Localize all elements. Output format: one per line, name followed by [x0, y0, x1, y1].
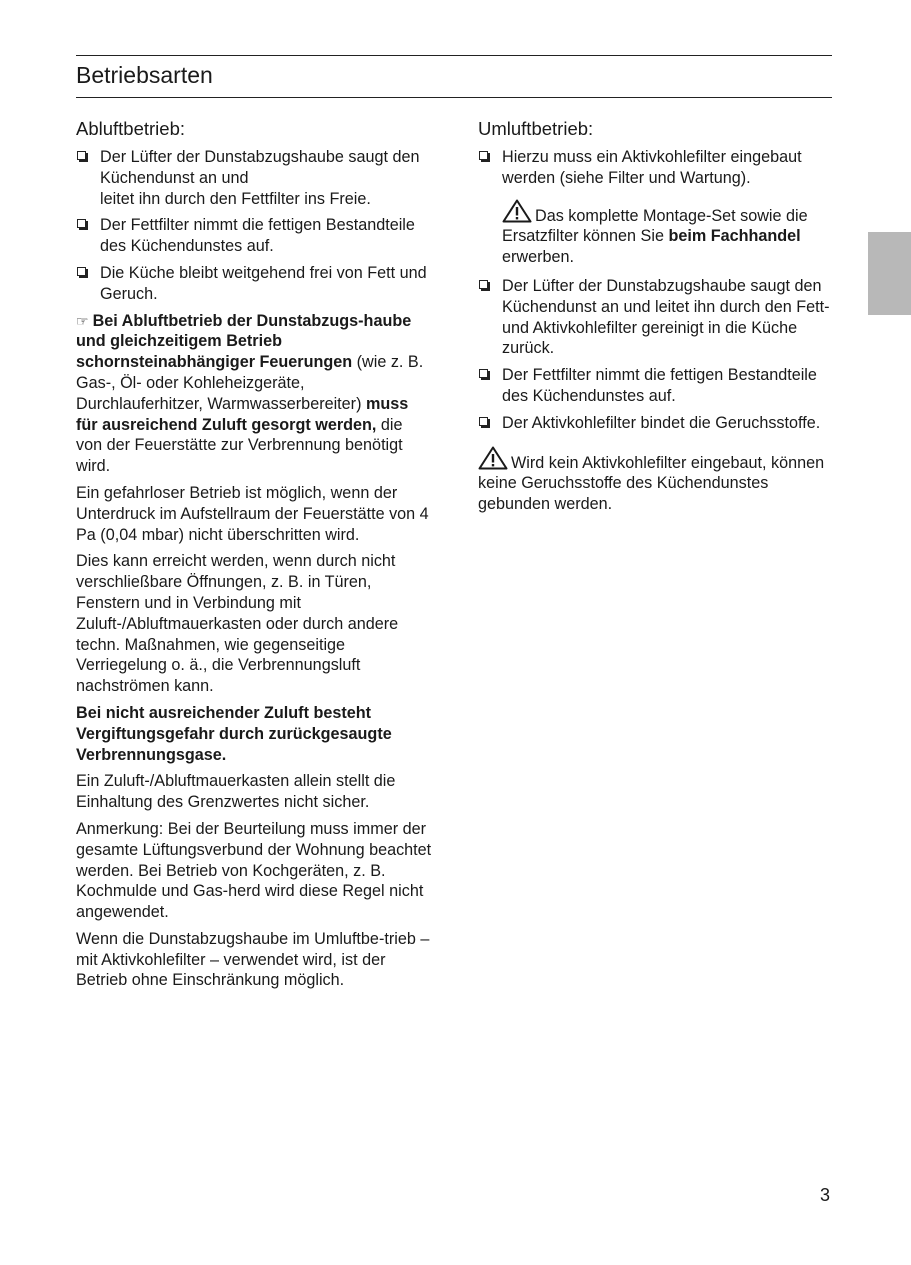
abluft-list — [76, 147, 432, 305]
list-item-text: Der Lüfter der Dunstabzugshaube saugt den Küchendunst an und leitet ihn durch den Fett- und Aktivkohlefilter gereinigt in die Küche zurück. — [502, 276, 830, 358]
list-item-text: Die Küche bleibt weitgehend frei von Fett und Geruch. — [100, 263, 427, 303]
paragraph: Wenn die Dunstabzugshaube im Umluftbe-trieb – mit Aktivkohlefilter – verwendet wird, ist der Betrieb ohne Einschränkung möglich. — [76, 929, 430, 990]
warning-text: Wird kein Aktivkohlefilter eingebaut, können keine Geruchsstoffe des Küchendunstes gebunden werden. — [478, 453, 825, 514]
warning-bold-text: Bei nicht ausreichender Zuluft besteht Vergiftungsgefahr durch zurückgesaugte Verbrennungsgase. — [76, 703, 392, 764]
warning-note-aktivkohle — [478, 446, 834, 515]
list-item-text: Der Aktivkohlefilter bindet die Geruchsstoffe. — [502, 413, 821, 432]
list-item-text: Der Lüfter der Dunstabzugshaube saugt den Küchendunst an und — [100, 148, 420, 187]
note-text-2: die von der Feuerstätte zur Verbrennung benötigt wird. — [76, 415, 403, 476]
checkbox-bullet-icon — [479, 151, 488, 160]
paragraph: Anmerkung: Bei der Beurteilung muss immer der gesamte Lüftungsverbund der Wohnung beachtet werden. Bei Betrieb von Kochgeräten, z. B. Kochmulde und Gas-herd wird diese Regel nicht angewendet. — [76, 819, 432, 922]
section-heading-umluft: Umluftbetrieb: — [478, 118, 594, 139]
warning-text-2: erwerben. — [502, 248, 574, 267]
checkbox-bullet-icon — [77, 267, 86, 276]
list-item-text: Der Fettfilter nimmt die fettigen Bestandteile des Küchendunstes auf. — [100, 216, 415, 256]
note-bold-2: muss für ausreichend Zuluft gesorgt werden, — [76, 394, 409, 434]
umluft-list — [478, 276, 834, 434]
warning-text-1: Das komplette Montage-Set sowie die Ersatzfilter können Sie — [502, 206, 808, 246]
section-tab-marker — [868, 232, 911, 315]
checkbox-bullet-icon — [479, 369, 488, 378]
page-title: Betriebsarten — [76, 62, 213, 88]
section-heading-abluft: Abluftbetrieb: — [76, 118, 186, 139]
checkbox-bullet-icon — [479, 280, 488, 289]
list-item — [76, 147, 432, 209]
checkbox-bullet-icon — [77, 219, 86, 228]
list-item — [478, 276, 834, 359]
left-column — [76, 117, 432, 997]
list-item — [478, 147, 834, 189]
warning-triangle-icon — [478, 446, 508, 470]
list-item — [478, 365, 834, 407]
warning-bold: beim Fachhandel — [668, 227, 801, 246]
paragraph: Ein gefahrloser Betrieb ist möglich, wenn der Unterdruck im Aufstellraum der Feuerstätte von 4 Pa (0,04 mbar) nicht überschritten wird. — [76, 483, 429, 544]
warning-note-montage — [478, 199, 834, 268]
right-column — [478, 117, 834, 521]
note-bold-1: Bei Abluftbetrieb der Dunstabzugs-haube und gleichzeitigem Betrieb schornsteinabhängiger Feuerungen — [76, 311, 412, 372]
note-text-1: (wie z. B. Gas-, Öl- oder Kohleheizgeräte, Durchlauferhitzer, Warmwasserbereiter) — [76, 353, 424, 413]
list-item — [478, 413, 834, 434]
list-item-text: Hierzu muss ein Aktivkohlefilter eingebaut werden (siehe Filter und Wartung). — [502, 148, 802, 187]
checkbox-bullet-icon — [479, 417, 488, 426]
note-paragraph — [76, 311, 432, 477]
paragraph: Dies kann erreicht werden, wenn durch nicht verschließbare Öffnungen, z. B. in Türen, Fenstern und in Verbindung mit Zuluft-/Abluftmauerkasten oder durch andere techn. Maßnahmen, wie gegenseitige Verriegelung o. ä., die Verbrennungsluft nachströmen kann. — [76, 552, 399, 696]
list-item — [76, 215, 432, 257]
warning-bold-paragraph — [76, 703, 432, 765]
pointing-hand-icon: ☞ — [76, 312, 89, 329]
list-item-text: Der Fettfilter nimmt die fettigen Bestandteile des Küchendunstes auf. — [502, 366, 817, 405]
page-number: 3 — [820, 1185, 831, 1205]
checkbox-bullet-icon — [77, 151, 86, 160]
list-item — [76, 263, 432, 305]
warning-triangle-icon — [502, 199, 532, 223]
umluft-list-intro — [478, 147, 834, 189]
header-rule-bottom — [76, 97, 832, 98]
paragraph: Ein Zuluft-/Abluftmauerkasten allein stellt die Einhaltung des Grenzwertes nicht sicher. — [76, 772, 396, 812]
list-item-text: leitet ihn durch den Fettfilter ins Freie. — [100, 189, 371, 208]
header-rule-top — [76, 55, 832, 56]
